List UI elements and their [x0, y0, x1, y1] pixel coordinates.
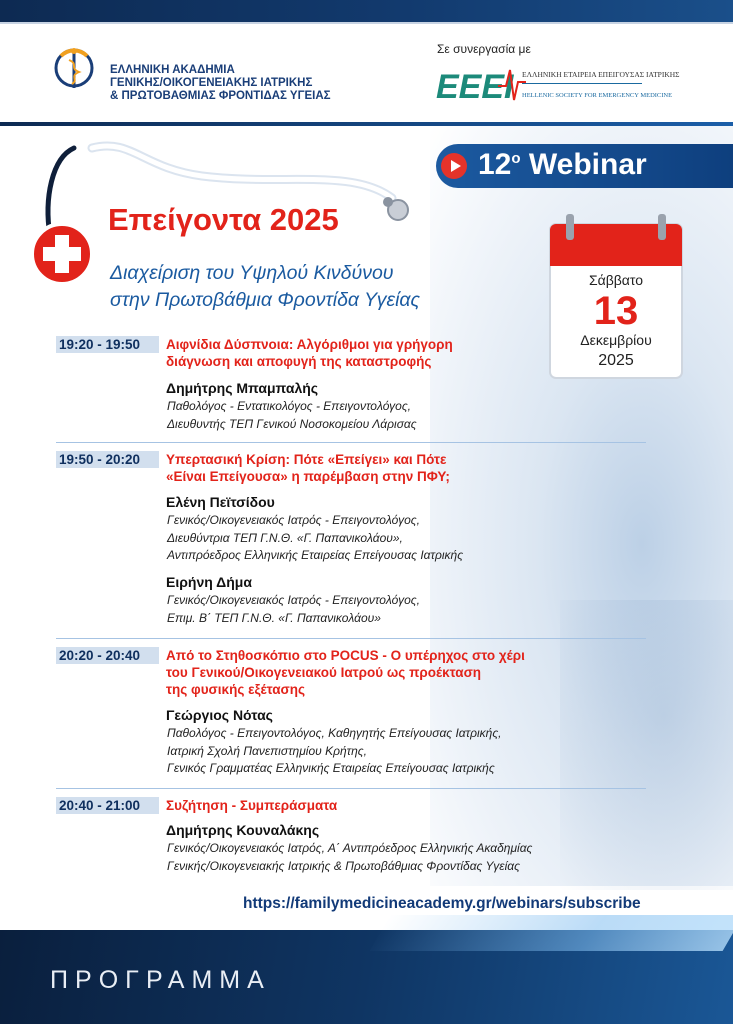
session-time: 19:50 - 20:20: [56, 451, 159, 468]
event-subtitle: [110, 260, 420, 314]
webinar-ordinal: ο: [511, 150, 521, 167]
speaker-name: Ειρήνη Δήμα: [166, 574, 252, 590]
speaker-name: Γεώργιος Νότας: [166, 707, 273, 723]
date-year: 2025: [598, 352, 634, 369]
date-day: 13: [593, 289, 639, 333]
session-title-line: «Είναι Επείγουσα» η παρέμβαση στην ΠΦΥ;: [166, 469, 450, 484]
speaker-role-line: Γενικός/Οικογενειακός Ιατρός - Επειγοντολόγος,: [167, 513, 420, 527]
partner-logo-text: ΕΕΕΙ: [436, 68, 514, 106]
session-title-line: του Γενικού/Οικογενειακού Ιατρού ως προέκταση: [166, 665, 482, 680]
speaker-name: Δημήτρης Κουναλάκης: [166, 822, 320, 838]
academy-name: [110, 64, 331, 103]
event-title: Επείγοντα 2025: [108, 202, 339, 237]
session-title-line: διάγνωση και αποφυγή της καταστροφής: [166, 354, 432, 369]
partner-logo: [436, 62, 526, 106]
session-divider: [56, 442, 646, 443]
speaker-roles: [167, 512, 463, 565]
subtitle-line: στην Πρωτοβάθμια Φροντίδα Υγείας: [110, 289, 421, 311]
speaker-role-line: Ιατρική Σχολή Πανεπιστημίου Κρήτης,: [167, 743, 367, 758]
speaker-roles: [167, 592, 420, 627]
session-time: 20:20 - 20:40: [56, 647, 159, 664]
collaboration-label: Σε συνεργασία με: [437, 42, 531, 56]
session-title: [166, 647, 525, 698]
speaker-role-line: Παθολόγος - Εντατικολόγος - Επειγοντολόγος,: [167, 399, 411, 413]
caduceus-logo-icon: [52, 46, 96, 90]
session-title-line: της φυσικής εξέτασης: [166, 682, 306, 697]
speaker-role-line: Γενικός/Οικογενειακός Ιατρός, Α΄ Αντιπρόεδρος Ελληνικής Ακαδημίας: [167, 841, 533, 855]
speaker-role-line: Αντιπρόεδρος Ελληνικής Εταιρείας Επείγουσας Ιατρικής: [167, 548, 464, 562]
play-icon: [441, 153, 467, 179]
session-divider: [56, 638, 646, 639]
session-title-line: Από το Στηθοσκόπιο στο POCUS - Ο υπέρηχος στο χέρι: [166, 648, 525, 663]
partner-name-english: HELLENIC SOCIETY FOR EMERGENCY MEDICINE: [522, 92, 673, 99]
speaker-role-line: Παθολόγος - Επειγοντολόγος, Καθηγητής Επείγουσας Ιατρικής,: [167, 726, 502, 740]
speaker-role-line: Διευθύντρια ΤΕΠ Γ.Ν.Θ. «Γ. Παπανικολάου»,: [167, 530, 403, 545]
speaker-role-line: Γενικής/Οικογενειακής Ιατρικής & Πρωτοβάθμιας Φροντίδας Υγείας: [167, 858, 520, 873]
speaker-name: Ελένη Πεϊτσίδου: [166, 494, 275, 510]
academy-line: & ΠΡΩΤΟΒΑΘΜΙΑΣ ΦΡΟΝΤΙΔΑΣ ΥΓΕΙΑΣ: [110, 90, 331, 102]
webinar-word: Webinar: [528, 148, 647, 181]
date-month: Δεκεμβρίου: [580, 332, 652, 348]
speaker-name: Δημήτρης Μπαμπαλής: [166, 380, 319, 396]
webinar-number: 12: [478, 148, 512, 181]
academy-line: ΓΕΝΙΚΗΣ/ΟΙΚΟΓΕΝΕΙΑΚΗΣ ΙΑΤΡΙΚΗΣ: [110, 77, 313, 89]
speaker-role-line: Επιμ. Β΄ ΤΕΠ Γ.Ν.Θ. «Γ. Παπανικολάου»: [167, 610, 381, 625]
speaker-roles: [167, 398, 417, 433]
program-label: ΠΡΟΓΡΑΜΜΑ: [50, 966, 271, 994]
subscribe-link[interactable]: https://familymedicineacademy.gr/webinars/subscribe: [243, 895, 641, 912]
footer-light-streak: [370, 915, 733, 951]
session-title: [166, 336, 453, 370]
session-title-line: Υπερτασική Κρίση: Πότε «Επείγει» και Πότε: [166, 452, 447, 467]
background-hand-image: [560, 600, 733, 890]
partner-name-divider: [522, 83, 642, 84]
webinar-label: [478, 148, 647, 182]
speaker-roles: [167, 725, 502, 778]
top-stripe: [0, 0, 733, 22]
partner-name-greek: ΕΛΛΗΝΙΚΗ ΕΤΑΙΡΕΙΑ ΕΠΕΙΓΟΥΣΑΣ ΙΑΤΡΙΚΗΣ: [522, 70, 680, 79]
date-weekday: Σάββατο: [588, 272, 644, 288]
session-title-line: Συζήτηση - Συμπεράσματα: [166, 798, 338, 813]
header-divider: [0, 122, 733, 126]
session-time: 20:40 - 21:00: [56, 797, 159, 814]
session-title: [166, 797, 337, 814]
session-title: [166, 451, 450, 485]
speaker-role-line: Γενικός Γραμματέας Ελληνικής Εταιρείας Επείγουσας Ιατρικής: [167, 761, 495, 775]
speaker-role-line: Γενικός/Οικογενειακός Ιατρός - Επειγοντολόγος,: [167, 593, 420, 607]
session-title-line: Αιφνίδια Δύσπνοια: Αλγόριθμοι για γρήγορη: [166, 337, 453, 352]
subtitle-line: Διαχείριση του Υψηλού Κινδύνου: [110, 262, 394, 284]
session-time: 19:20 - 19:50: [56, 336, 159, 353]
speaker-roles: [167, 840, 532, 875]
session-divider: [56, 788, 646, 789]
academy-line: ΕΛΛΗΝΙΚΗ ΑΚΑΔΗΜΙΑ: [110, 64, 235, 76]
speaker-role-line: Διευθυντής ΤΕΠ Γενικού Νοσοκομείου Λάρισας: [167, 416, 417, 431]
